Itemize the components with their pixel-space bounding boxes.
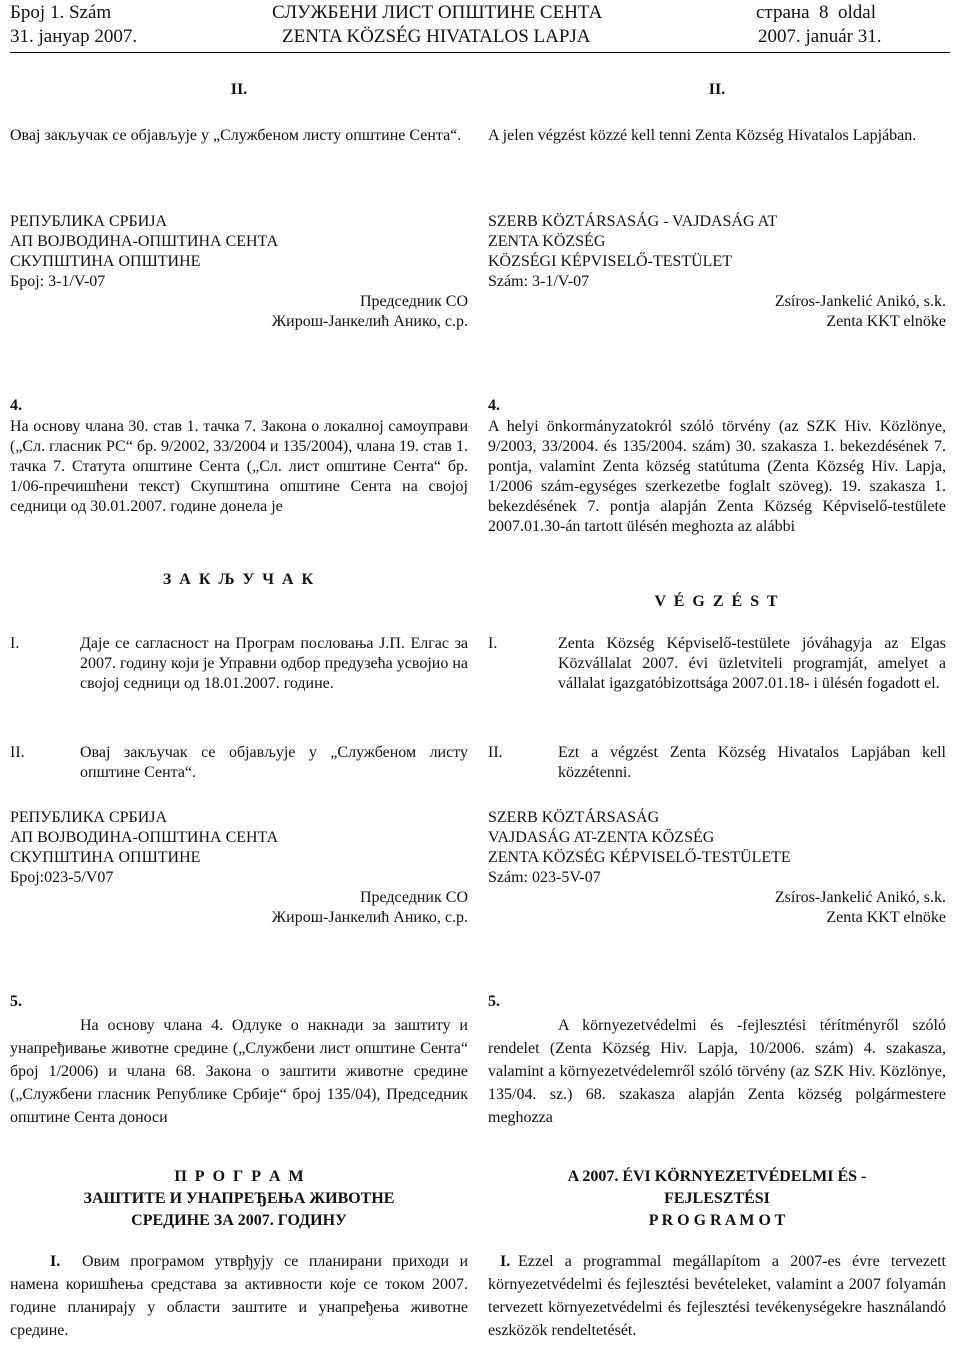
signature-line: РЕПУБЛИКА СРБИЈА [10, 809, 168, 826]
signature-line: VAJDASÁG AT-ZENTA KÖZSÉG [488, 829, 715, 846]
section-title: V É G Z É S T [654, 593, 780, 610]
program-title-line: ЗАШТИТЕ И УНАПРЕЂЕЊА ЖИВОТНЕ [83, 1190, 395, 1207]
item-number: I. [488, 635, 498, 652]
item-text: Zenta Község Képviselő-testülete jóváhagyja az Elgas Közvállalat 2007. évi üzletviteli programját, amelyet a vállalat igazgatóbizottsága 2007.01.18- i ülésén fogadott el. [558, 635, 946, 692]
signature-name: Жирош-Јанкелић Анико, с.р. [271, 909, 468, 926]
section-text: A jelen végzést közzé kell tenni Zenta Község Hivatalos Lapjában. [488, 127, 917, 144]
signature-line: СКУПШТИНА ОПШТИНЕ [10, 253, 201, 270]
program-title-line: P R O G R A M O T [648, 1212, 786, 1229]
signature-line: Број: 3-1/V-07 [10, 273, 106, 290]
signature-block [488, 212, 946, 332]
issue-date-sr: 31. јануар 2007. [10, 26, 138, 47]
item-text: Даје се сагласност на Програм пословања Ј.П. Елгас за 2007. годину који је Управни одбор предузећа усвојио на својој седници од 18.01.2007. године. [80, 635, 468, 692]
signature-title: Zenta KKT elnöke [826, 313, 946, 330]
program-title-line: FEJLESZTÉSI [664, 1190, 770, 1207]
program-title [10, 1166, 468, 1232]
list-item [488, 1250, 946, 1342]
section-preamble: A helyi önkormányzatokról szóló törvény (az SZK Hiv. Közlönye, 9/2003, 33/2004. és 135/2004. szám) 30. szakasza 1. bekezdésének 7. pontja, valamint Zenta község statútuma (Zenta Község Hiv. Lapja, 1/2006 szám-egységes szerkezetbe foglalt szöveg). 19. szakasza 1. bekezdésének 7. pontja alapján Zenta Község Képviselő-testülete 2007.01.30-án tartott ülésén meghozta az alábbi [488, 418, 946, 535]
signature-line: KÖZSÉGI KÉPVISELŐ-TESTÜLET [488, 253, 732, 270]
list-item [10, 743, 468, 783]
section-text: Овај закључак се објављује у „Службеном листу општине Сента“. [10, 127, 462, 144]
signature-line: ZENTA KÖZSÉG KÉPVISELŐ-TESTÜLETE [488, 849, 791, 866]
item-number: I. [50, 1253, 61, 1270]
section-number: 5. [488, 993, 500, 1010]
list-item [10, 1250, 468, 1342]
signature-line: Szám: 3-1/V-07 [488, 273, 590, 290]
signature-name: Zsíros-Jankelić Anikó, s.k. [774, 293, 946, 310]
item-text: Ezt a végzést Zenta Község Hivatalos Lapjában kell közzétenni. [558, 744, 946, 781]
section-preamble: На основу члана 4. Одлуке о накнади за заштиту и унапређивање животне средине („Службени лист општине Сента“ број 1/2006) и члана 68. Закона о заштити животне средине („Службени гласник Републике Србије“ број 135/04), Председник општине Сента доноси [10, 1017, 468, 1126]
section-preamble: На основу члана 30. став 1. тачка 7. Закона о локалној самоуправи („Сл. гласник РС“ бр. 9/2002, 33/2004 и 135/2004), члана 19. став 1. тачка 7. Статута општине Сента („Сл. лист општине Сента“ бр. 1/06-пречишћени текст) Скупштина општине Сента на својој седници од 30.01.2007. године донела је [10, 418, 468, 515]
signature-line: ZENTA KÖZSÉG [488, 233, 606, 250]
item-text: Овим програмом утврђују се планирани приходи и намена коришћења средстава за активности које се током 2007. године планирају у области заштите и унапређења животне средине. [10, 1253, 468, 1339]
item-text: Ezzel a programmal megállapítom a 2007-es évre tervezett környezetvédelmi és fejlesztési bevételeket, valamint a 2007 folyamán tervezett környezetvédelmi és fejlesztési tevékenységekre használandó eszközök rendeltetését. [488, 1253, 946, 1339]
signature-line: СКУПШТИНА ОПШТИНЕ [10, 849, 201, 866]
program-title-line: СРЕДИНЕ ЗА 2007. ГОДИНУ [131, 1212, 347, 1229]
signature-name: Zsíros-Jankelić Anikó, s.k. [774, 889, 946, 906]
section-roman: II. [708, 81, 726, 98]
issue-date-hu: 2007. január 31. [758, 26, 882, 47]
signature-title: Председник СО [359, 293, 468, 310]
column-hungarian [488, 0, 946, 1360]
section-title: З А К Љ У Ч А К [162, 571, 316, 588]
signature-line: АП ВОЈВОДИНА-ОПШТИНА СЕНТА [10, 233, 279, 250]
item-number: I. [10, 635, 20, 652]
section-roman: II. [230, 81, 248, 98]
section-number: 5. [10, 993, 22, 1010]
program-title [488, 1166, 946, 1232]
item-number: I. [500, 1253, 511, 1270]
signature-block [488, 808, 946, 928]
list-item [10, 634, 468, 694]
signature-title: Председник СО [359, 889, 468, 906]
signature-name: Жирош-Јанкелић Анико, с.р. [271, 313, 468, 330]
gazette-title-sr: СЛУЖБЕНИ ЛИСТ ОПШТИНЕ СЕНТА [272, 2, 603, 23]
signature-line: Број:023-5/V07 [10, 869, 114, 886]
list-item [488, 634, 946, 694]
column-serbian [10, 0, 468, 1360]
gazette-title-hu: ZENTA KÖZSÉG HIVATALOS LAPJA [282, 26, 591, 47]
page-number: страна 8 oldal [756, 2, 876, 23]
issue-number: Број 1. Szám [10, 2, 112, 23]
signature-block [10, 808, 468, 928]
signature-block [10, 212, 468, 332]
item-text: Овај закључак се објављује у „Службеном листу општине Сента“. [80, 744, 468, 781]
section-preamble: A környezetvédelmi és -fejlesztési térítményről szóló rendelet (Zenta Község Hiv. Lapja, 10/2006. szám) 4. szakasza, valamint a környezetvédelemről szóló törvény (az SZK Hiv. Közlönye, 135/04. sz.) 68. szakasza alapján Zenta község polgármestere meghozza [488, 1017, 946, 1126]
item-number: II. [10, 744, 25, 761]
signature-line: SZERB KÖZTÁRSASÁG - VAJDASÁG AT [488, 213, 778, 230]
program-title-line: П Р О Г Р А М [174, 1168, 304, 1185]
section-number: 4. [10, 397, 22, 414]
item-number: II. [488, 744, 503, 761]
signature-line: АП ВОЈВОДИНА-ОПШТИНА СЕНТА [10, 829, 279, 846]
signature-line: РЕПУБЛИКА СРБИЈА [10, 213, 168, 230]
signature-line: SZERB KÖZTÁRSASÁG [488, 809, 660, 826]
list-item [488, 743, 946, 783]
signature-line: Szám: 023-5V-07 [488, 869, 601, 886]
signature-title: Zenta KKT elnöke [826, 909, 946, 926]
program-title-line: A 2007. ÉVI KÖRNYEZETVÉDELMI ÉS - [567, 1168, 867, 1185]
section-number: 4. [488, 397, 500, 414]
